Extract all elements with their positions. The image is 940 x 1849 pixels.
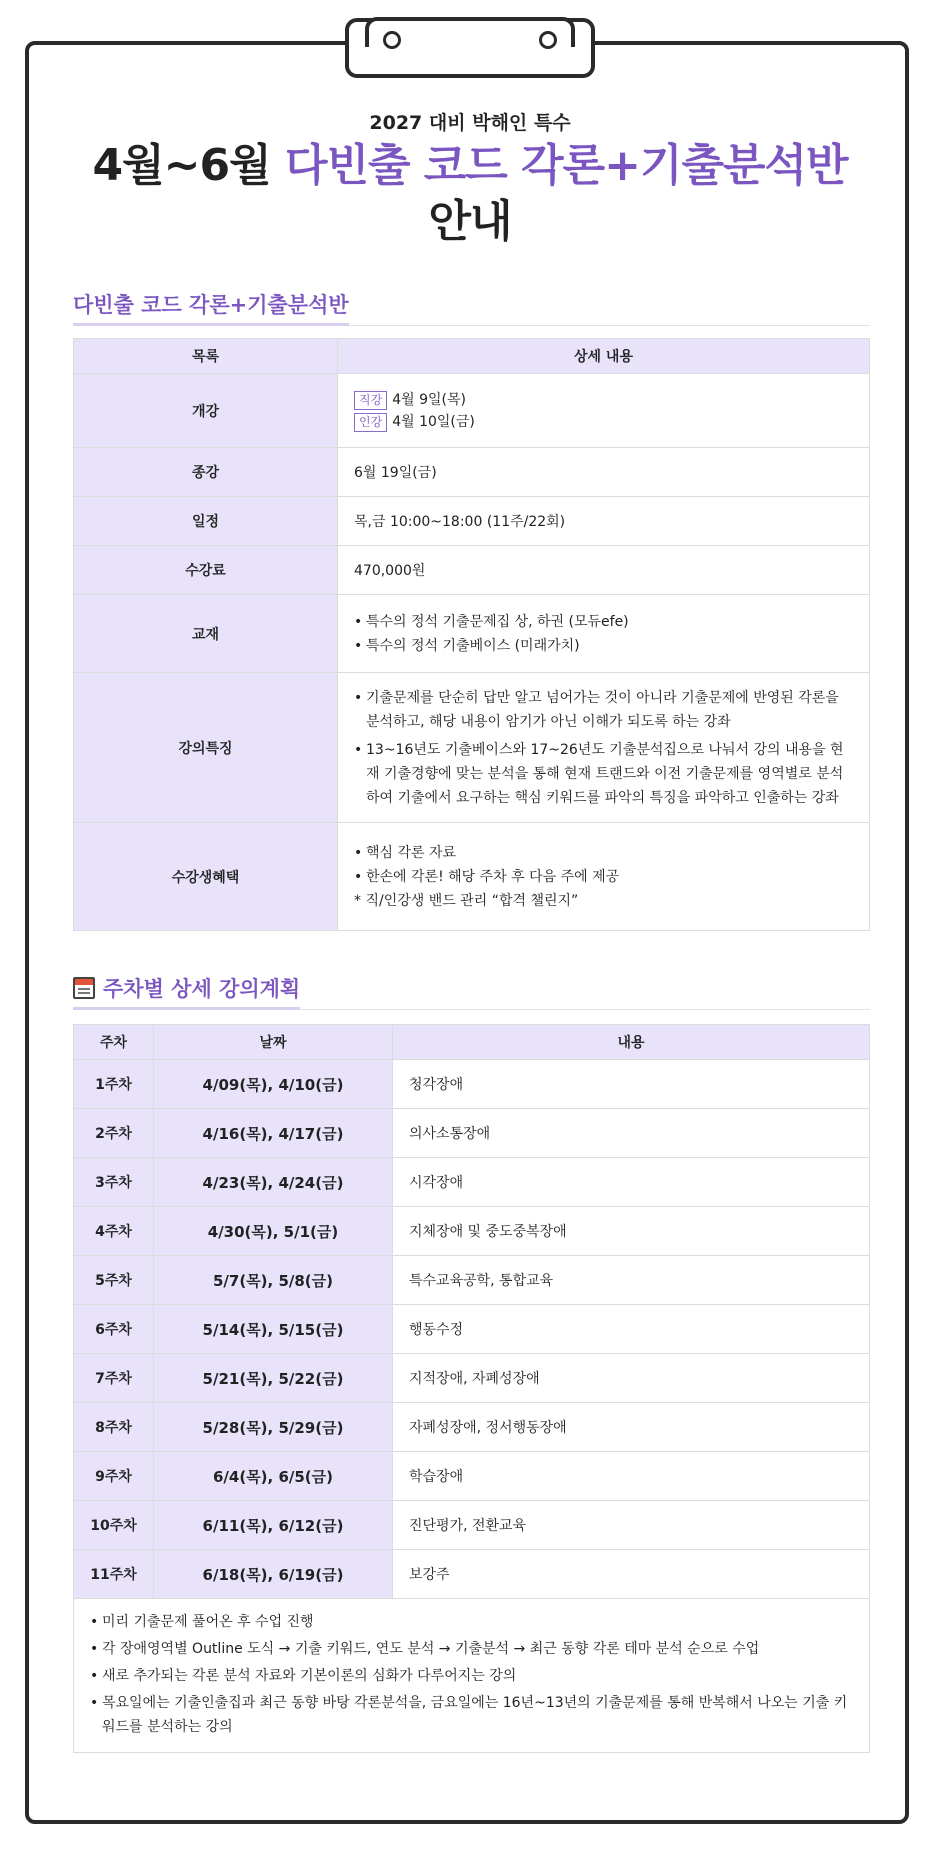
content-cell: 보강주 <box>393 1550 870 1599</box>
row-value: 목,금 10:00~18:00 (11주/22회) <box>338 497 870 546</box>
list-item: • 한손에 각론! 해당 주차 후 다음 주에 제공 <box>354 865 853 889</box>
plan-section-heading <box>73 973 870 1010</box>
date-cell: 4/30(목), 5/1(금) <box>154 1207 393 1256</box>
week-cell: 8주차 <box>74 1403 154 1452</box>
date-cell: 6/18(목), 6/19(금) <box>154 1550 393 1599</box>
week-cell: 3주차 <box>74 1158 154 1207</box>
course-section-heading <box>73 289 870 326</box>
course-section-title: 다빈출 코드 각론+기출분석반 <box>73 289 349 326</box>
content-cell: 의사소통장애 <box>393 1109 870 1158</box>
open-date-online <box>354 411 853 433</box>
table-row <box>74 1452 870 1501</box>
row-value <box>338 823 870 931</box>
plan-section-title-text: 주차별 상세 강의계획 <box>103 977 301 1001</box>
list-item: • 특수의 정석 기출베이스 (미래가치) <box>354 634 853 658</box>
date-cell: 6/4(목), 6/5(금) <box>154 1452 393 1501</box>
open-dates <box>338 374 870 448</box>
content-cell: 지적장애, 자폐성장애 <box>393 1354 870 1403</box>
date-cell: 5/14(목), 5/15(금) <box>154 1305 393 1354</box>
row-value <box>338 595 870 673</box>
table-row <box>74 1060 870 1109</box>
plan-table-header <box>74 1025 870 1060</box>
list-item: • 새로 추가되는 각론 분석 자료와 기본이론의 심화가 다루어지는 강의 <box>90 1664 853 1688</box>
table-row <box>74 1158 870 1207</box>
date-cell: 4/23(목), 4/24(금) <box>154 1158 393 1207</box>
row-value: 470,000원 <box>338 546 870 595</box>
row-label: 교재 <box>74 595 338 673</box>
date-cell: 5/21(목), 5/22(금) <box>154 1354 393 1403</box>
table-row <box>74 1109 870 1158</box>
row-label: 종강 <box>74 448 338 497</box>
list-item: • 13~16년도 기출베이스와 17~26년도 기출분석집으로 나눠서 강의 내용을 현재 기출경향에 맞는 분석을 통해 현재 트랜드와 이전 기출문제를 영역별로 분석하여 기출에서 요구하는 핵심 키워드를 파악의 특징을 파악하고 인출하는 강좌 <box>354 738 853 810</box>
col-header-date: 날짜 <box>154 1025 393 1060</box>
title-prefix: 4월~6월 <box>92 140 271 191</box>
page-subtitle: 2027 대비 박해인 특수 <box>369 112 571 134</box>
info-row-benefits <box>74 823 870 931</box>
week-cell: 11주차 <box>74 1550 154 1599</box>
info-row-features <box>74 673 870 823</box>
badge-online: 인강 <box>354 413 387 432</box>
row-label: 일정 <box>74 497 338 546</box>
content-cell: 시각장애 <box>393 1158 870 1207</box>
info-row-open <box>74 374 870 448</box>
list-item: • 미리 기출문제 풀어온 후 수업 진행 <box>90 1610 853 1634</box>
content-cell: 행동수정 <box>393 1305 870 1354</box>
table-row <box>74 1305 870 1354</box>
week-cell: 7주차 <box>74 1354 154 1403</box>
date-cell: 5/28(목), 5/29(금) <box>154 1403 393 1452</box>
list-item: • 특수의 정석 기출문제집 상, 하권 (모듀efe) <box>354 610 853 634</box>
open-date-online-text: 4월 10일(금) <box>392 413 475 430</box>
row-label: 개강 <box>74 374 338 448</box>
info-row-schedule <box>74 497 870 546</box>
info-row-fee <box>74 546 870 595</box>
open-date-offline <box>354 389 853 411</box>
list-item: • 핵심 각론 자료 <box>354 841 853 865</box>
date-cell: 4/09(목), 4/10(금) <box>154 1060 393 1109</box>
row-value: 6월 19일(금) <box>338 448 870 497</box>
week-cell: 10주차 <box>74 1501 154 1550</box>
week-cell: 4주차 <box>74 1207 154 1256</box>
row-label: 수강료 <box>74 546 338 595</box>
col-header-week: 주차 <box>74 1025 154 1060</box>
benefits-note: * 직/인강생 밴드 관리 “합격 챌린지” <box>354 892 579 909</box>
info-row-close <box>74 448 870 497</box>
table-row <box>74 1256 870 1305</box>
content-cell: 지체장애 및 중도중복장애 <box>393 1207 870 1256</box>
col-header-detail: 상세 내용 <box>338 339 870 374</box>
title-highlight: 다빈출 코드 각론+기출분석반 <box>284 140 848 191</box>
course-info-table <box>73 338 870 931</box>
content-cell: 자폐성장애, 정서행동장애 <box>393 1403 870 1452</box>
row-label: 수강생혜택 <box>74 823 338 931</box>
table-row <box>74 1354 870 1403</box>
week-cell: 6주차 <box>74 1305 154 1354</box>
col-header-item: 목록 <box>74 339 338 374</box>
content-cell: 청각장애 <box>393 1060 870 1109</box>
table-row <box>74 1207 870 1256</box>
date-cell: 6/11(목), 6/12(금) <box>154 1501 393 1550</box>
week-cell: 2주차 <box>74 1109 154 1158</box>
week-cell: 9주차 <box>74 1452 154 1501</box>
content-cell: 학습장애 <box>393 1452 870 1501</box>
list-item: • 목요일에는 기출인출집과 최근 동향 바탕 각론분석을, 금요일에는 16년~13년의 기출문제를 통해 반복해서 나오는 기출 키워드를 분석하는 강의 <box>90 1691 853 1739</box>
list-item: • 기출문제를 단순히 답만 알고 넘어가는 것이 아니라 기출문제에 반영된 각론을 분석하고, 해당 내용이 암기가 아닌 이해가 되도록 하는 강좌 <box>354 686 853 734</box>
table-row <box>74 1550 870 1599</box>
info-row-textbook <box>74 595 870 673</box>
col-header-content: 내용 <box>393 1025 870 1060</box>
table-row <box>74 1403 870 1452</box>
list-item: • 각 장애영역별 Outline 도식 → 기출 키워드, 연도 분석 → 기출분석 → 최근 동향 각론 테마 분석 순으로 수업 <box>90 1637 853 1661</box>
plan-notes-box <box>73 1597 870 1753</box>
content-cell: 특수교육공학, 통합교육 <box>393 1256 870 1305</box>
week-cell: 5주차 <box>74 1256 154 1305</box>
row-label: 강의특징 <box>74 673 338 823</box>
date-cell: 5/7(목), 5/8(금) <box>154 1256 393 1305</box>
table-row <box>74 1501 870 1550</box>
title-suffix: 안내 <box>428 196 512 247</box>
badge-offline: 직강 <box>354 391 387 410</box>
date-cell: 4/16(목), 4/17(금) <box>154 1109 393 1158</box>
weekly-plan-table <box>73 1024 870 1599</box>
plan-section-title <box>73 973 300 1010</box>
content-cell: 진단평가, 전환교육 <box>393 1501 870 1550</box>
page-title <box>0 138 940 250</box>
info-table-header <box>74 339 870 374</box>
calendar-icon <box>73 977 95 999</box>
week-cell: 1주차 <box>74 1060 154 1109</box>
open-date-offline-text: 4월 9일(목) <box>392 391 466 408</box>
plan-notes-list <box>90 1610 853 1739</box>
row-value <box>338 673 870 823</box>
clip-hole-left <box>383 31 401 49</box>
clip-hole-right <box>539 31 557 49</box>
